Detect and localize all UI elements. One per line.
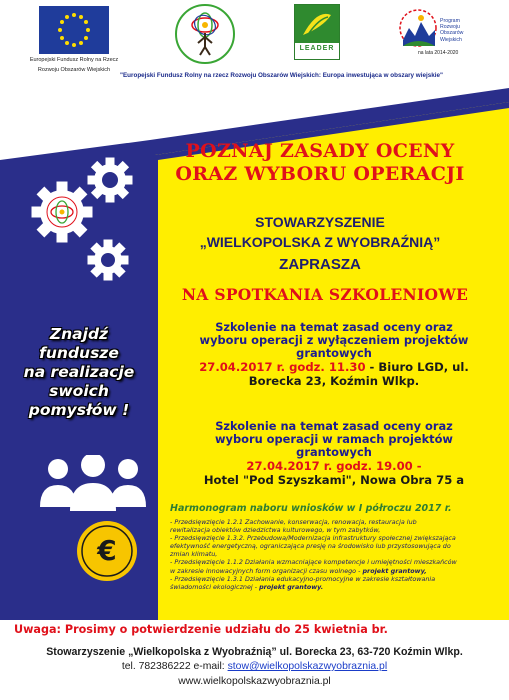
eu-caption-line1: Europejski Fundusz Rolny na Rzecz bbox=[29, 57, 119, 63]
org-line2: „WIELKOPOLSKA Z WYOBRAŹNIĄ” bbox=[199, 234, 441, 250]
eu-flag-logo bbox=[39, 6, 109, 54]
slogan-line3: na realizacje bbox=[23, 363, 135, 381]
grant-label: projekt grantowy. bbox=[259, 582, 324, 591]
page-title-line1: POZNAJ ZASADY OCENY bbox=[185, 140, 455, 162]
prow-text bbox=[440, 18, 500, 43]
session2-date: 27.04.2017 r. godz. 19.00 - bbox=[246, 459, 422, 473]
session1-place-line1: - Biuro LGD, ul. bbox=[365, 360, 469, 374]
euro-symbol: € bbox=[97, 534, 117, 567]
footer-notice: Uwaga: Prosimy o potwierdzenie udziału do 25 kwietnia br. bbox=[14, 623, 388, 636]
prow-line4: Wiejskich bbox=[440, 36, 462, 43]
people-euro-icon bbox=[30, 455, 160, 605]
footer bbox=[0, 620, 509, 700]
slogan-line2: fundusze bbox=[39, 344, 119, 362]
website-link[interactable]: www.wielkopolskazwyobraznia.pl bbox=[178, 676, 331, 687]
header bbox=[0, 0, 509, 92]
list-item: - Przedsięwzięcie 1.2.1 Zachowanie, konserwacja, renowacja, restauracja lub bbox=[170, 518, 417, 526]
email-link[interactable]: stow@wielkopolskazwyobraznia.pl bbox=[227, 661, 388, 672]
prow-line1: Program bbox=[440, 18, 460, 24]
list-item: rewitalizacja obiektów dziedzictwa kulturowego, w tym zabytków, bbox=[170, 526, 381, 535]
session1-date: 27.04.2017 r. godz. 11.30 bbox=[199, 360, 366, 374]
list-item: - Przedsięwzięcie 1.1.2 Działania wzmacniające kompetencje i umiejętności mieszkańców bbox=[170, 558, 457, 567]
list-item: efektywność energetyczną, ograniczająca presję na środowisko lub przystosowująca do bbox=[170, 542, 451, 551]
prow-line2: Rozwoju bbox=[440, 24, 460, 31]
slogan-line5: pomysłów ! bbox=[28, 401, 130, 419]
schedule-title: Harmonogram naboru wniosków w I półroczu 2017 r. bbox=[170, 503, 452, 514]
session1 bbox=[164, 321, 504, 388]
footer-contact bbox=[0, 661, 509, 672]
leader-label: LEADER bbox=[299, 45, 335, 52]
header-tagline: "Europejski Fundusz Rolny na rzecz Rozwoju Obszarów Wiejskich: Europa inwestująca w obszary wiejskie" bbox=[120, 72, 443, 79]
session1-place-line2: Borecka 23, Koźmin Wlkp. bbox=[248, 374, 420, 388]
prow-line3: Obszarów bbox=[440, 30, 464, 37]
list-item-text: świadomości ekologicznej - bbox=[170, 582, 260, 591]
list-item bbox=[170, 567, 505, 575]
list-item: - Przedsięwzięcie 1.3.2. Przebudowa/Modernizacja infrastruktury społecznej zwiększająca bbox=[170, 534, 456, 543]
prow-years: na lata 2014-2020 bbox=[418, 50, 459, 56]
list-item bbox=[170, 583, 505, 591]
meeting-heading: NA SPOTKANIA SZKOLENIOWE bbox=[181, 285, 469, 304]
page-title-line2: ORAZ WYBORU OPERACJI bbox=[175, 163, 465, 185]
session1-title-line2: wyboru operacji z wyłączeniem projektów bbox=[199, 333, 469, 347]
session1-title-line3: grantowych bbox=[296, 346, 372, 360]
org-line1: STOWARZYSZENIE bbox=[255, 214, 385, 230]
list-item-text: w zakresie innowacyjnych form organizacji czasu wolnego - bbox=[170, 566, 363, 575]
list-item: - Przedsięwzięcie 1.3.1 Działania edukacyjno-promocyjne w zakresie kształtowania bbox=[170, 574, 436, 583]
gears-illustration-icon bbox=[28, 150, 138, 300]
session2 bbox=[164, 420, 504, 488]
schedule-list bbox=[170, 518, 505, 591]
session2-title-line3: grantowych bbox=[296, 445, 372, 459]
eu-caption-line2: Rozwoju Obszarów Wiejskich bbox=[37, 67, 111, 73]
slogan-line4: swoich bbox=[49, 382, 109, 400]
association-logo bbox=[174, 3, 236, 65]
org-line3: ZAPRASZA bbox=[279, 256, 361, 273]
prow-logo bbox=[397, 6, 439, 54]
leader-logo bbox=[294, 4, 340, 60]
footer-phone: tel. 782386222 e-mail: bbox=[121, 661, 228, 672]
session2-title-line1: Szkolenie na temat zasad oceny oraz bbox=[215, 419, 453, 433]
list-item: zmian klimatu, bbox=[170, 550, 218, 559]
session2-title-line2: wyboru operacji w ramach projektów bbox=[215, 432, 453, 446]
grant-label: projekt grantowy, bbox=[362, 566, 427, 575]
sidebar-slogan bbox=[4, 325, 154, 420]
session1-title-line1: Szkolenie na temat zasad oceny oraz bbox=[215, 320, 453, 334]
footer-address: Stowarzyszenie „Wielkopolska z Wyobraźnią” ul. Borecka 23, 63-720 Koźmin Wlkp. bbox=[46, 646, 463, 658]
slogan-line1: Znajdź bbox=[49, 325, 109, 343]
session2-place: Hotel "Pod Szyszkami", Nowa Obra 75 a bbox=[203, 473, 465, 487]
